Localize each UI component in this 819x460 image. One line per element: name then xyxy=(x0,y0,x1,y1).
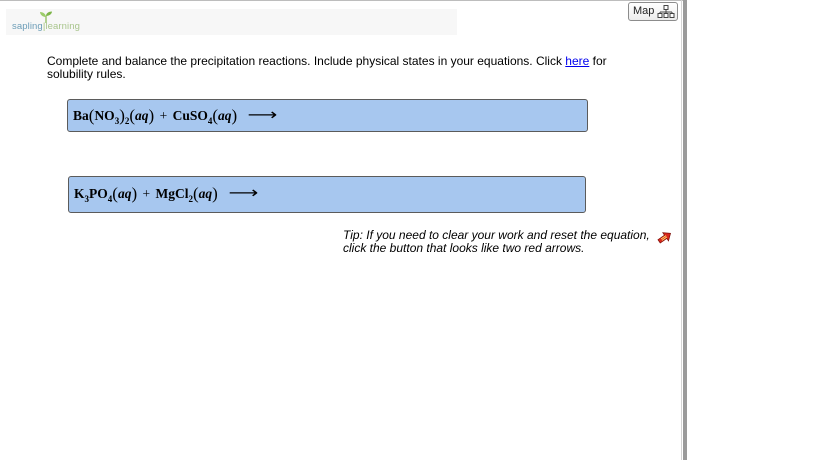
eq2-state-1: aq xyxy=(117,186,132,201)
eq2-mgcl-sub: 2 xyxy=(188,194,193,204)
eq1-no-sub: 3 xyxy=(114,116,120,126)
equation-2-expression xyxy=(74,183,259,204)
eq2-mgcl: MgCl xyxy=(155,186,189,201)
eq2-po: PO xyxy=(89,186,108,201)
state-paren-open: ( xyxy=(129,106,136,125)
state-paren-close: ) xyxy=(212,184,218,203)
equation-input-2[interactable] xyxy=(68,176,586,213)
right-scroll-rail xyxy=(683,0,687,460)
eq1-outer-sub: 2 xyxy=(124,116,130,126)
paren-open: ( xyxy=(88,106,95,125)
eq2-state-2: aq xyxy=(198,186,213,201)
map-button[interactable] xyxy=(628,2,678,21)
equation-1-expression xyxy=(73,105,278,126)
instructions-text-end: for solubility rules. xyxy=(47,54,607,81)
logo-separator: | xyxy=(42,21,46,32)
tip-text: Tip: If you need to clear your work and reset the equation, click the button that looks like two red arrows. xyxy=(343,228,650,255)
reset-button[interactable] xyxy=(657,229,674,246)
instructions xyxy=(47,55,647,81)
plus-sign: + xyxy=(159,108,168,123)
state-paren-open: ( xyxy=(192,184,199,203)
logo-word-sapling: sapling xyxy=(12,21,43,32)
instructions-text: Complete and balance the precipitation reactions. Include physical states in your equations. Click xyxy=(47,54,566,68)
right-rail-highlight xyxy=(681,0,682,460)
state-paren-close: ) xyxy=(148,106,155,125)
reset-arrows-icon xyxy=(657,229,674,246)
map-button-label: Map xyxy=(633,5,655,17)
reaction-arrow: ⟶ xyxy=(247,105,278,124)
eq2-k: K xyxy=(74,186,85,201)
paren-close: ) xyxy=(119,106,125,125)
eq1-cuso: CuSO xyxy=(172,108,208,123)
state-paren-open: ( xyxy=(112,184,118,203)
eq2-k-sub: 3 xyxy=(84,194,90,204)
eq1-cuso-sub: 4 xyxy=(207,116,213,126)
reaction-arrow: ⟶ xyxy=(228,183,259,202)
equation-input-1[interactable] xyxy=(67,99,588,132)
solubility-rules-link[interactable]: here xyxy=(565,54,590,68)
state-paren-close: ) xyxy=(231,106,238,125)
plus-sign: + xyxy=(142,186,151,201)
eq2-po-sub: 4 xyxy=(107,194,113,204)
eq1-no: NO xyxy=(94,108,115,123)
top-border xyxy=(0,0,684,1)
eq1-state-1: aq xyxy=(135,108,149,123)
logo-word-learning: learning xyxy=(45,21,80,32)
state-paren-close: ) xyxy=(131,184,138,203)
map-tree-icon xyxy=(657,5,675,18)
eq1-state-2: aq xyxy=(218,108,232,123)
eq1-ba: Ba xyxy=(73,108,89,123)
state-paren-open: ( xyxy=(212,106,219,125)
logo-text xyxy=(12,21,80,32)
